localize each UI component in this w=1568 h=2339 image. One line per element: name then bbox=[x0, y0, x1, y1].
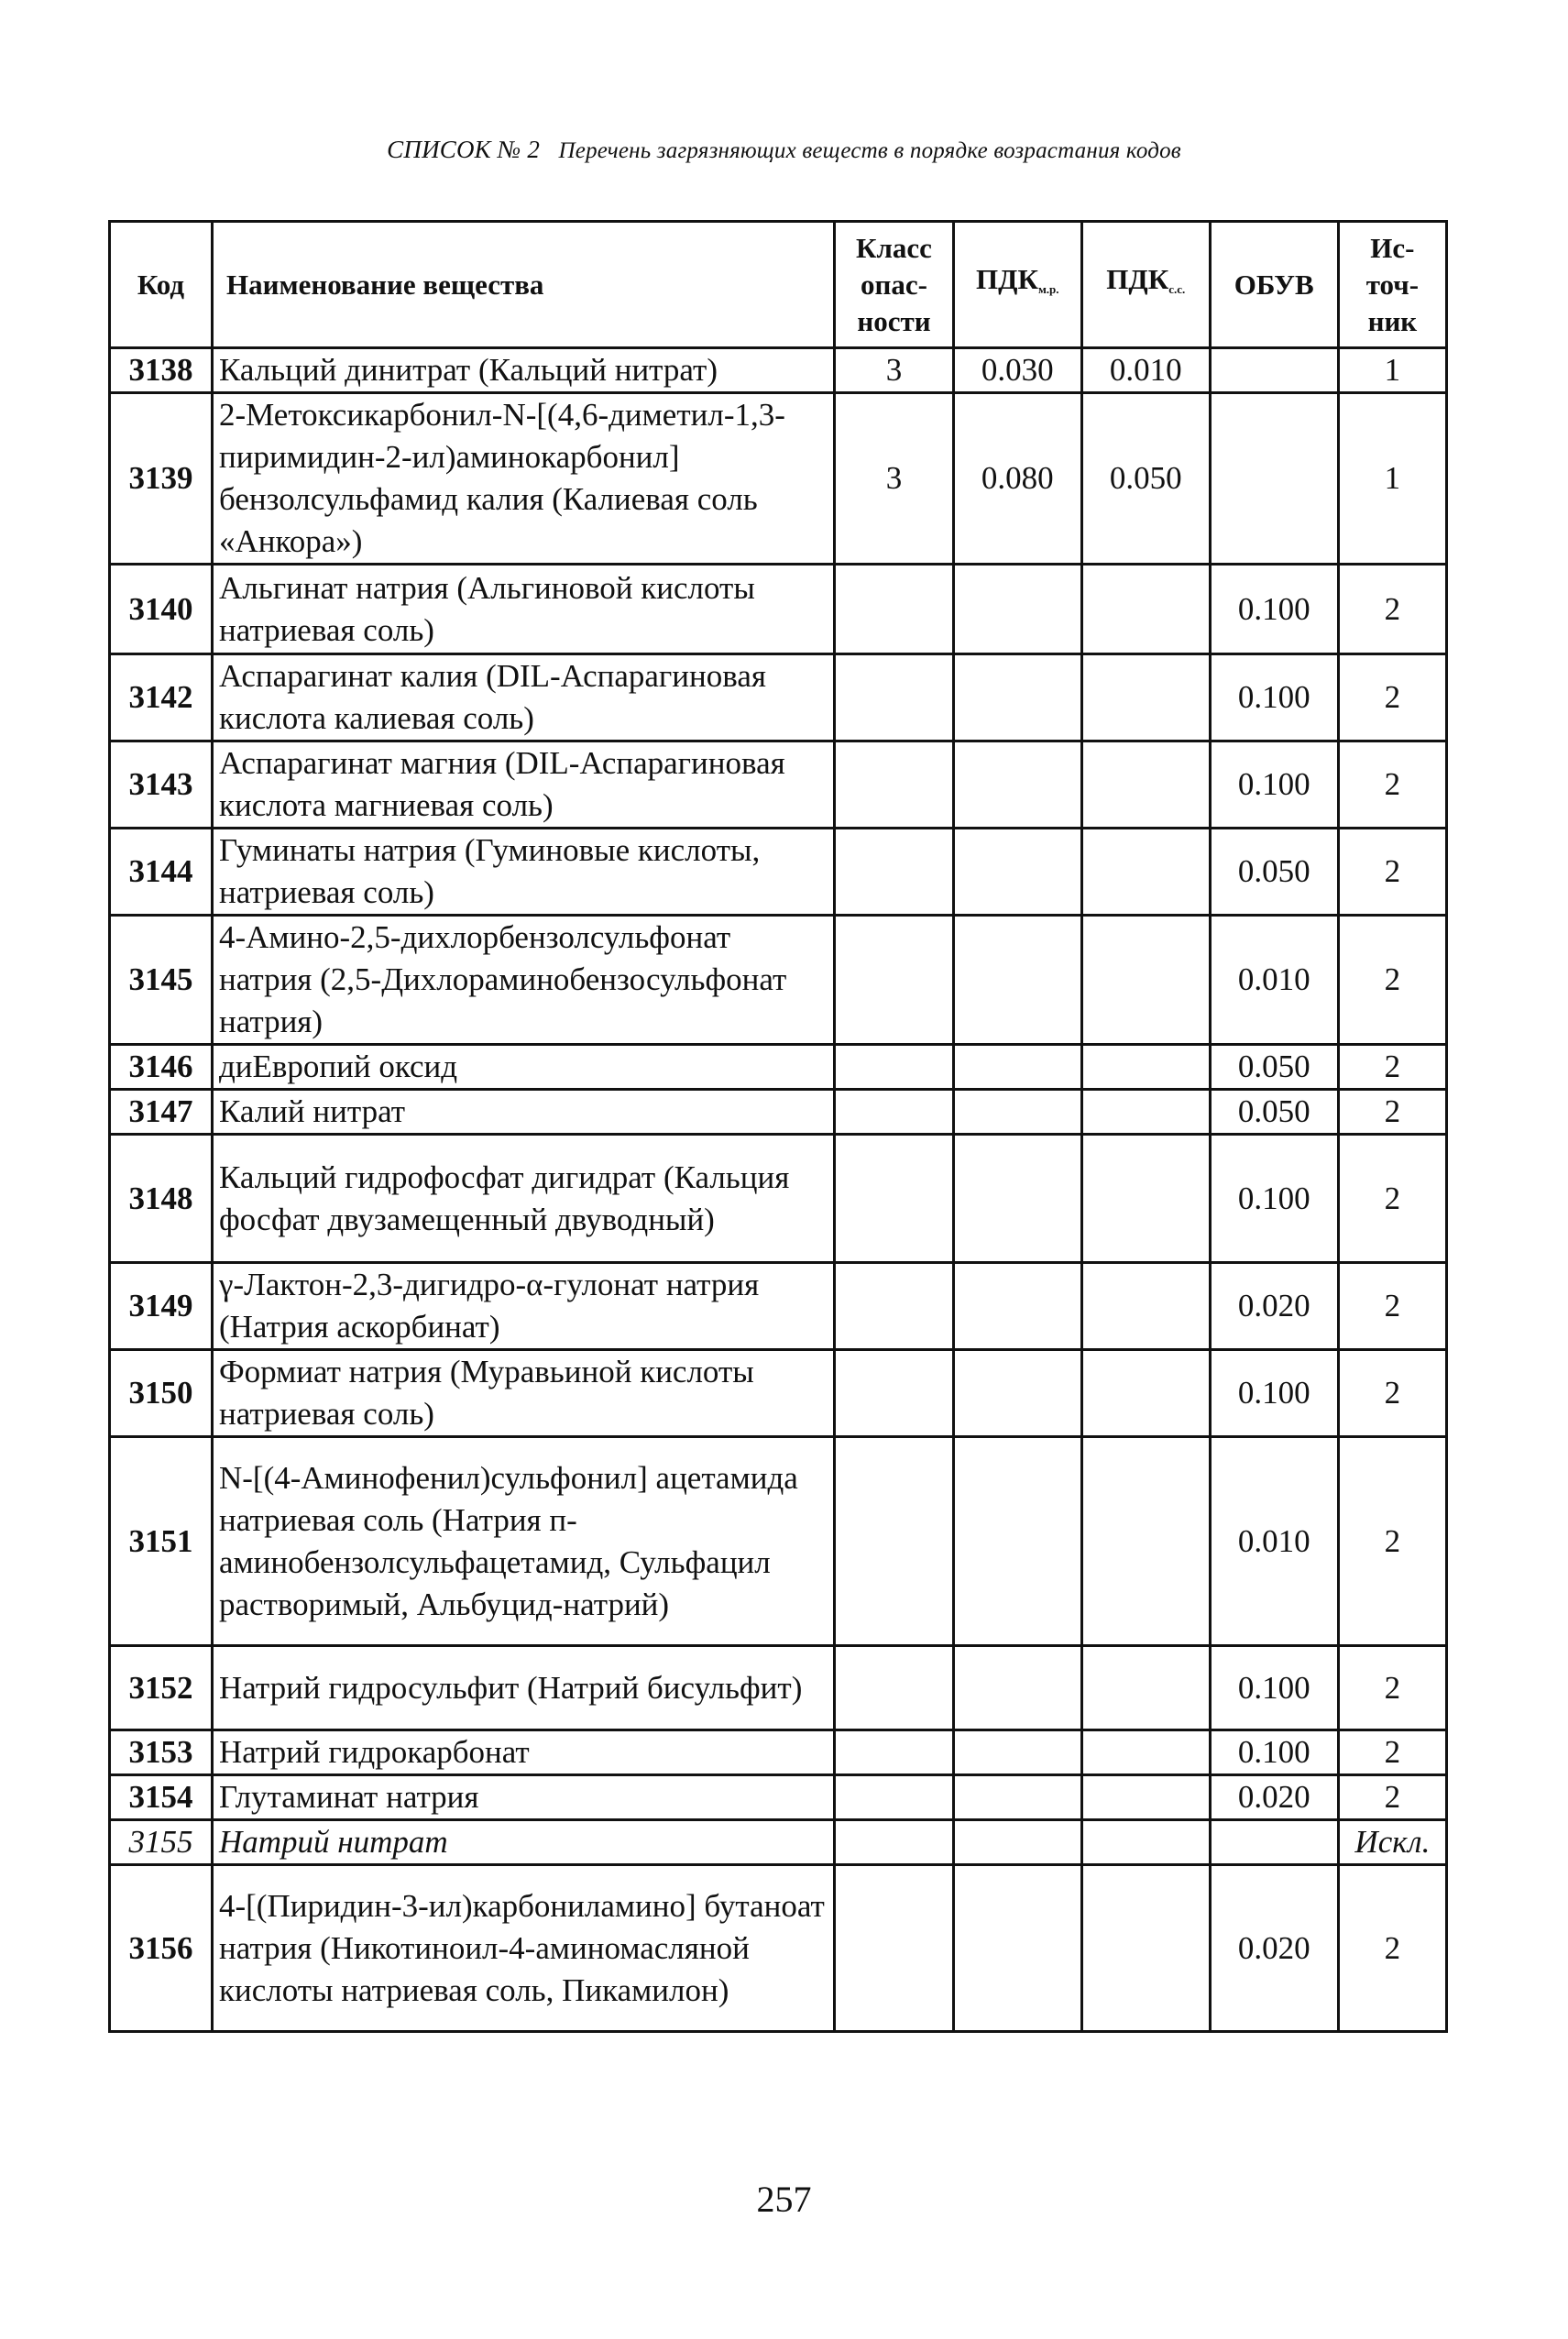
table-row bbox=[110, 741, 1447, 829]
cell-hazard-class bbox=[835, 1775, 954, 1820]
cell-name: диЕвропий оксид bbox=[212, 1045, 834, 1090]
cell-code: 3148 bbox=[110, 1135, 213, 1263]
cell-pdk-ss bbox=[1081, 1437, 1210, 1646]
cell-pdk-mr bbox=[953, 1646, 1081, 1730]
col-header-code: Код bbox=[110, 222, 213, 348]
table-row bbox=[110, 1865, 1447, 2032]
cell-obuv bbox=[1210, 348, 1338, 393]
cell-code: 3143 bbox=[110, 741, 213, 829]
cell-pdk-mr bbox=[953, 1350, 1081, 1437]
cell-pdk-ss bbox=[1081, 1730, 1210, 1775]
cell-code: 3142 bbox=[110, 654, 213, 741]
table-row bbox=[110, 654, 1447, 741]
cell-obuv bbox=[1210, 393, 1338, 565]
cell-hazard-class bbox=[835, 1090, 954, 1135]
cell-source: 2 bbox=[1338, 1646, 1446, 1730]
page-number: 257 bbox=[756, 2179, 812, 2220]
table-row bbox=[110, 393, 1447, 565]
col-header-hazard-class: Класс опас- ности bbox=[835, 222, 954, 348]
cell-source: 2 bbox=[1338, 1865, 1446, 2032]
cell-source: 2 bbox=[1338, 1263, 1446, 1350]
page-header bbox=[0, 136, 1568, 164]
cell-code: 3139 bbox=[110, 393, 213, 565]
cell-obuv: 0.010 bbox=[1210, 916, 1338, 1045]
substances-table bbox=[108, 220, 1448, 2033]
cell-obuv: 0.050 bbox=[1210, 1090, 1338, 1135]
pdk-ss-label: ПДК bbox=[1106, 263, 1169, 295]
table-row bbox=[110, 1775, 1447, 1820]
cell-name: 4-[(Пиридин-3-ил)карбониламино] бутаноат натрия (Никотиноил-4-аминомасляной кислоты натриевая соль, Пикамилон) bbox=[212, 1865, 834, 2032]
cell-source: 2 bbox=[1338, 565, 1446, 654]
cell-code: 3138 bbox=[110, 348, 213, 393]
cell-source: 2 bbox=[1338, 1350, 1446, 1437]
cell-name: Глутаминат натрия bbox=[212, 1775, 834, 1820]
cell-source: Искл. bbox=[1338, 1820, 1446, 1865]
cell-name: Натрий гидросульфит (Натрий бисульфит) bbox=[212, 1646, 834, 1730]
cell-name: Аспарагинат магния (DIL-Аспарагиновая кислота магниевая соль) bbox=[212, 741, 834, 829]
cell-code: 3156 bbox=[110, 1865, 213, 2032]
cell-pdk-ss bbox=[1081, 654, 1210, 741]
cell-pdk-ss bbox=[1081, 1820, 1210, 1865]
cell-code: 3155 bbox=[110, 1820, 213, 1865]
cell-code: 3150 bbox=[110, 1350, 213, 1437]
cell-obuv: 0.100 bbox=[1210, 654, 1338, 741]
cell-name: Кальций динитрат (Кальций нитрат) bbox=[212, 348, 834, 393]
cell-code: 3146 bbox=[110, 1045, 213, 1090]
table-row bbox=[110, 1730, 1447, 1775]
cell-pdk-mr bbox=[953, 1775, 1081, 1820]
cell-code: 3152 bbox=[110, 1646, 213, 1730]
table-body bbox=[110, 348, 1447, 2032]
cell-code: 3151 bbox=[110, 1437, 213, 1646]
cell-code: 3147 bbox=[110, 1090, 213, 1135]
cell-obuv: 0.020 bbox=[1210, 1865, 1338, 2032]
cell-pdk-mr bbox=[953, 741, 1081, 829]
cell-hazard-class bbox=[835, 829, 954, 916]
cell-obuv: 0.100 bbox=[1210, 1730, 1338, 1775]
col-header-source: Ис- точ- ник bbox=[1338, 222, 1446, 348]
table-row bbox=[110, 1135, 1447, 1263]
cell-source: 2 bbox=[1338, 1730, 1446, 1775]
cell-pdk-ss: 0.010 bbox=[1081, 348, 1210, 393]
cell-code: 3140 bbox=[110, 565, 213, 654]
cell-name: Натрий нитрат bbox=[212, 1820, 834, 1865]
cell-hazard-class bbox=[835, 1350, 954, 1437]
cell-pdk-mr bbox=[953, 1090, 1081, 1135]
cell-hazard-class bbox=[835, 654, 954, 741]
cell-pdk-ss bbox=[1081, 741, 1210, 829]
cell-name: Гуминаты натрия (Гуминовые кислоты, натриевая соль) bbox=[212, 829, 834, 916]
cell-name: γ-Лактон-2,3-дигидро-α-гулонат натрия (Натрия аскорбинат) bbox=[212, 1263, 834, 1350]
cell-obuv: 0.100 bbox=[1210, 1350, 1338, 1437]
cell-pdk-mr bbox=[953, 1730, 1081, 1775]
cell-source: 2 bbox=[1338, 829, 1446, 916]
cell-obuv: 0.100 bbox=[1210, 741, 1338, 829]
cell-pdk-mr bbox=[953, 1263, 1081, 1350]
cell-pdk-mr bbox=[953, 1865, 1081, 2032]
cell-name: Кальций гидрофосфат дигидрат (Кальция фосфат двузамещенный двуводный) bbox=[212, 1135, 834, 1263]
cell-obuv: 0.050 bbox=[1210, 1045, 1338, 1090]
cell-obuv: 0.100 bbox=[1210, 1135, 1338, 1263]
col-header-pdk-ss bbox=[1081, 222, 1210, 348]
table-row bbox=[110, 1646, 1447, 1730]
table-row bbox=[110, 829, 1447, 916]
cell-hazard-class bbox=[835, 1135, 954, 1263]
list-subtitle: Перечень загрязняющих веществ в порядке возрастания кодов bbox=[558, 138, 1181, 163]
cell-hazard-class bbox=[835, 565, 954, 654]
cell-pdk-ss bbox=[1081, 1045, 1210, 1090]
cell-code: 3145 bbox=[110, 916, 213, 1045]
cell-hazard-class bbox=[835, 1045, 954, 1090]
cell-obuv: 0.020 bbox=[1210, 1263, 1338, 1350]
pdk-mr-subscript: м.р. bbox=[1037, 282, 1059, 296]
cell-pdk-mr bbox=[953, 1045, 1081, 1090]
cell-name: Калий нитрат bbox=[212, 1090, 834, 1135]
cell-hazard-class bbox=[835, 1646, 954, 1730]
col-header-pdk-mr bbox=[953, 222, 1081, 348]
cell-obuv: 0.050 bbox=[1210, 829, 1338, 916]
cell-pdk-mr bbox=[953, 565, 1081, 654]
cell-pdk-mr bbox=[953, 1135, 1081, 1263]
cell-hazard-class: 3 bbox=[835, 393, 954, 565]
cell-pdk-ss bbox=[1081, 829, 1210, 916]
cell-obuv: 0.100 bbox=[1210, 1646, 1338, 1730]
cell-code: 3153 bbox=[110, 1730, 213, 1775]
cell-hazard-class bbox=[835, 1730, 954, 1775]
cell-pdk-ss bbox=[1081, 1646, 1210, 1730]
cell-hazard-class bbox=[835, 1437, 954, 1646]
cell-hazard-class bbox=[835, 916, 954, 1045]
cell-pdk-ss bbox=[1081, 1263, 1210, 1350]
cell-source: 2 bbox=[1338, 741, 1446, 829]
cell-name: Аспарагинат калия (DIL-Аспарагиновая кислота калиевая соль) bbox=[212, 654, 834, 741]
cell-pdk-ss bbox=[1081, 916, 1210, 1045]
cell-pdk-ss bbox=[1081, 1090, 1210, 1135]
cell-source: 2 bbox=[1338, 1775, 1446, 1820]
cell-pdk-ss: 0.050 bbox=[1081, 393, 1210, 565]
table-row bbox=[110, 1820, 1447, 1865]
cell-pdk-ss bbox=[1081, 1775, 1210, 1820]
table-row bbox=[110, 1263, 1447, 1350]
table-row bbox=[110, 1090, 1447, 1135]
header-row bbox=[110, 222, 1447, 348]
cell-source: 1 bbox=[1338, 348, 1446, 393]
list-label: СПИСОК № 2 bbox=[387, 136, 541, 163]
cell-name: N-[(4-Аминофенил)сульфонил] ацетамида натриевая соль (Натрия п-аминобензолсульфацетамид, Сульфацил растворимый, Альбуцид-натрий) bbox=[212, 1437, 834, 1646]
cell-pdk-mr bbox=[953, 829, 1081, 916]
cell-pdk-mr bbox=[953, 1437, 1081, 1646]
cell-source: 2 bbox=[1338, 1045, 1446, 1090]
cell-obuv: 0.020 bbox=[1210, 1775, 1338, 1820]
col-header-obuv: ОБУВ bbox=[1210, 222, 1338, 348]
cell-obuv bbox=[1210, 1820, 1338, 1865]
cell-source: 2 bbox=[1338, 1437, 1446, 1646]
cell-code: 3154 bbox=[110, 1775, 213, 1820]
table-row bbox=[110, 1437, 1447, 1646]
cell-pdk-mr: 0.080 bbox=[953, 393, 1081, 565]
cell-pdk-mr: 0.030 bbox=[953, 348, 1081, 393]
cell-name: Формиат натрия (Муравьиной кислоты натриевая соль) bbox=[212, 1350, 834, 1437]
col-header-name: Наименование вещества bbox=[212, 222, 834, 348]
cell-code: 3149 bbox=[110, 1263, 213, 1350]
cell-obuv: 0.100 bbox=[1210, 565, 1338, 654]
cell-pdk-mr bbox=[953, 916, 1081, 1045]
cell-obuv: 0.010 bbox=[1210, 1437, 1338, 1646]
cell-source: 2 bbox=[1338, 654, 1446, 741]
cell-pdk-ss bbox=[1081, 1865, 1210, 2032]
cell-hazard-class: 3 bbox=[835, 348, 954, 393]
cell-hazard-class bbox=[835, 1263, 954, 1350]
cell-source: 2 bbox=[1338, 1135, 1446, 1263]
table-row bbox=[110, 1350, 1447, 1437]
cell-pdk-mr bbox=[953, 1820, 1081, 1865]
pdk-ss-subscript: с.с. bbox=[1168, 282, 1186, 296]
table-header bbox=[110, 222, 1447, 348]
cell-pdk-ss bbox=[1081, 565, 1210, 654]
cell-code: 3144 bbox=[110, 829, 213, 916]
cell-hazard-class bbox=[835, 1820, 954, 1865]
table-row bbox=[110, 565, 1447, 654]
table-row bbox=[110, 916, 1447, 1045]
cell-source: 2 bbox=[1338, 916, 1446, 1045]
cell-source: 2 bbox=[1338, 1090, 1446, 1135]
cell-name: Альгинат натрия (Альгиновой кислоты натриевая соль) bbox=[212, 565, 834, 654]
cell-hazard-class bbox=[835, 1865, 954, 2032]
cell-hazard-class bbox=[835, 741, 954, 829]
cell-pdk-ss bbox=[1081, 1350, 1210, 1437]
cell-name: Натрий гидрокарбонат bbox=[212, 1730, 834, 1775]
pdk-mr-label: ПДК bbox=[976, 263, 1038, 295]
cell-pdk-ss bbox=[1081, 1135, 1210, 1263]
cell-source: 1 bbox=[1338, 393, 1446, 565]
cell-name: 2-Метоксикарбонил-N-[(4,6-диметил-1,3-пиримидин-2-ил)аминокарбонил] бензолсульфамид калия (Калиевая соль «Анкора») bbox=[212, 393, 834, 565]
cell-name: 4-Амино-2,5-дихлорбензолсульфонат натрия (2,5-Дихлораминобензосульфонат натрия) bbox=[212, 916, 834, 1045]
cell-pdk-mr bbox=[953, 654, 1081, 741]
table-row bbox=[110, 1045, 1447, 1090]
table-row bbox=[110, 348, 1447, 393]
